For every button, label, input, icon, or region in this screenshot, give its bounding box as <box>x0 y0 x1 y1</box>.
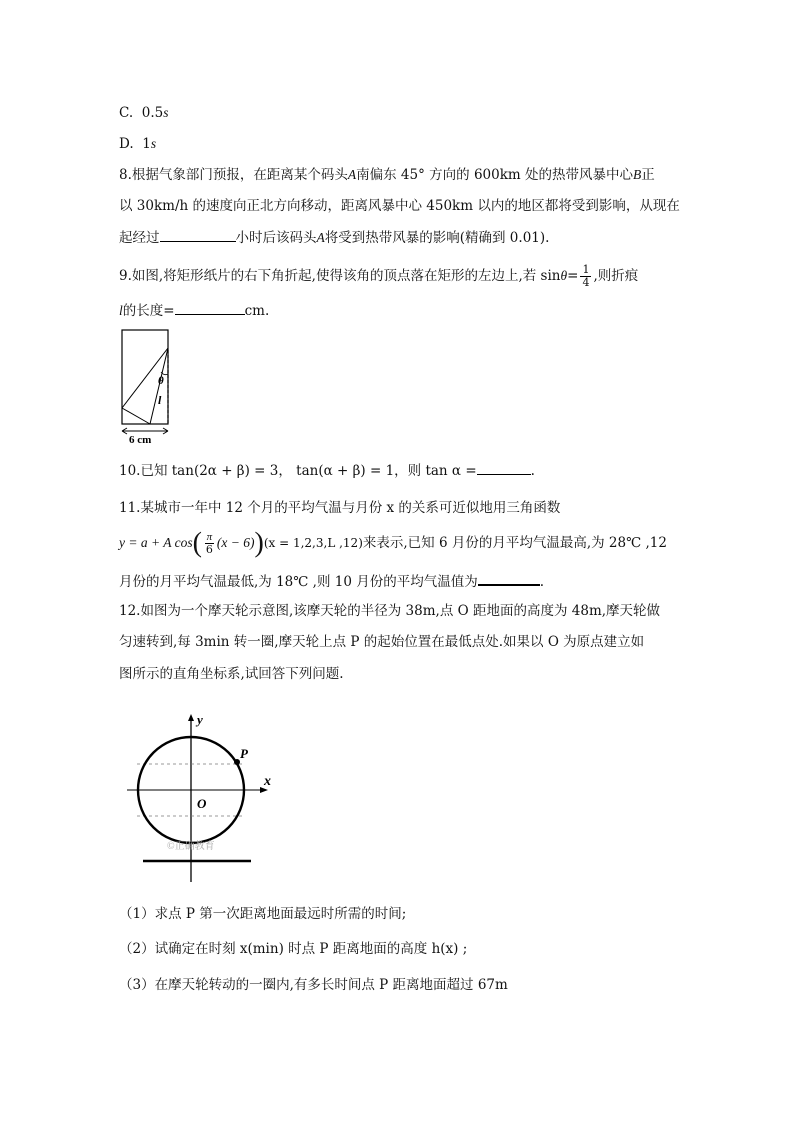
q10-answer-blank[interactable] <box>477 460 531 475</box>
q9-line1: 9.如图,将矩形纸片的右下角折起,使得该角的顶点落在矩形的左边上,若 sinθ= $\frac{1}{4}$ ,则折痕 <box>119 263 639 289</box>
q9-line2: l的长度= cm. <box>119 300 269 321</box>
q8-answer-blank[interactable] <box>160 227 236 242</box>
q9-answer-blank[interactable] <box>175 300 245 315</box>
point-p-label: P <box>240 746 248 761</box>
q11-line2: y = a + A cos( $\frac{\pi}{6}$ (x − 6))(x = 1,2,3,L ,12)来表示,已知 6 月份的月平均气温最高,为 28℃ ,12 <box>119 527 667 559</box>
l-label: l <box>158 393 162 407</box>
q8-line3: 起经过 小时后该码头A将受到热带风暴的影响(精确到 0.01). <box>119 227 549 248</box>
theta-label: θ <box>158 375 164 387</box>
y-axis-label: y <box>197 712 203 727</box>
fold-edge-2 <box>122 408 150 424</box>
watermark: ©正确教育 <box>167 841 215 852</box>
q11-answer-blank[interactable] <box>478 570 540 586</box>
q11-fraction: $\frac{\pi}{6}$ <box>205 531 213 556</box>
q12-line3: 图所示的直角坐标系,试回答下列问题. <box>119 666 344 682</box>
y-axis-arrow <box>188 714 194 721</box>
ferris-wheel-figure <box>125 708 285 888</box>
q11-line3: 月份的月平均气温最低,为 18℃ ,则 10 月份的平均气温值为 . <box>119 570 544 592</box>
q10-line: 10.已知 tan(2α + β) = 3， tan(α + β) = 1，则 tan α = . <box>119 460 535 481</box>
q9-fraction: $\frac{1}{4}$ <box>582 263 590 289</box>
x-axis-label: x <box>264 774 271 789</box>
q12-sub3: （3）在摩天轮转动的一圈内,有多长时间点 P 距离地面超过 67m <box>119 977 508 993</box>
q9-folded-paper-figure <box>117 328 175 444</box>
q12-sub1: （1）求点 P 第一次距离地面最远时所需的时间; <box>119 906 407 922</box>
q8-line1: 8.根据气象部门预报，在距离某个码头A南偏东 45° 方向的 600km 处的热带风暴中心B正 <box>119 167 655 183</box>
option-c: C. 0.5s <box>119 105 169 121</box>
q12-line1: 12.如图为一个摩天轮示意图,该摩天轮的半径为 38m,点 O 距地面的高度为 48m,摩天轮做 <box>119 603 661 619</box>
q12-line2: 匀速转到,每 3min 转一圈,摩天轮上点 P 的起始位置在最低点处.如果以 O 为原点建立如 <box>119 634 645 650</box>
option-d: D. 1s <box>119 136 157 152</box>
q8-line2: 以 30km/h 的速度向正北方向移动，距离风暴中心 450km 以内的地区都将受到影响，从现在 <box>119 198 680 214</box>
width-label: 6 cm <box>129 434 152 444</box>
origin-o-label: O <box>197 796 207 811</box>
q12-sub2: （2）试确定在时刻 x(min) 时点 P 距离地面的高度 h(x) ; <box>119 941 468 957</box>
q11-line1: 11.某城市一年中 12 个月的平均气温与月份 x 的关系可近似地用三角函数 <box>119 500 561 516</box>
